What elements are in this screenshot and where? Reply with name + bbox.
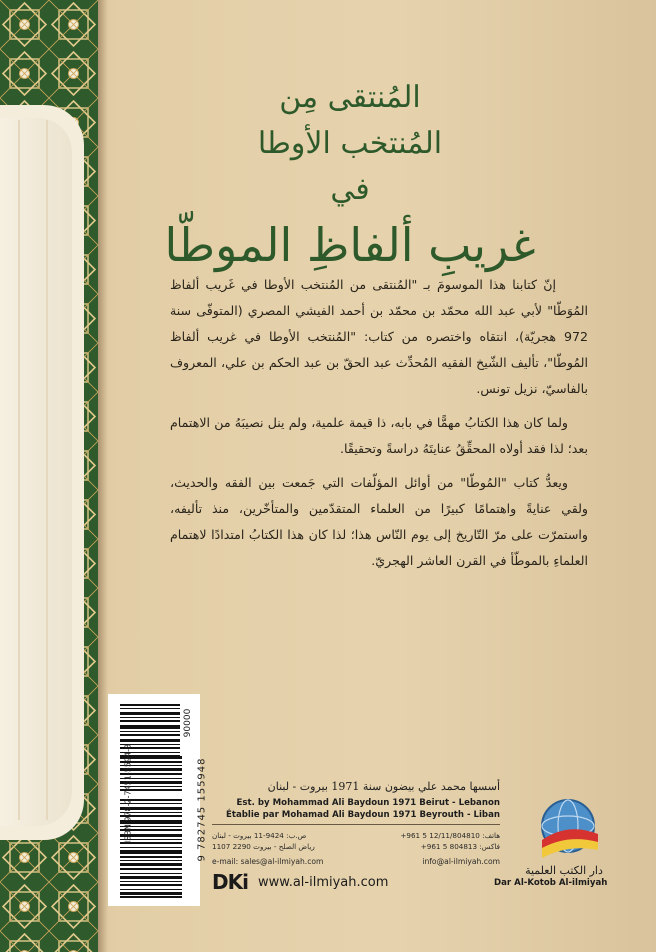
ornament-inner-panel: [0, 118, 72, 826]
publisher-name-en: Dar Al-Kotob Al-ilmiyah: [494, 878, 608, 888]
blurb-paragraph-1: إنّ كتابنا هذا الموسومَ بـ "المُنتقى من المُنتخب الأوطا في غَريب ألفاظ المُوَطّا" لأبي عبد الله محمّد بن محمّد بن أحمد الفيشي المصري (المتوفّى سنة 972 هجريّة)، انتقاه واختصره من كتاب: "المُنتخب الأوطا في غريب ألفاظ المُوطّا"، تأليف الشّيخ الفقيه المُحدِّث عبد الحقّ بن عبد الحكم بن علي، المعروف بالفاسيّ، نزيل تونس.: [170, 277, 588, 396]
publisher-url: www.al-ilmiyah.com: [258, 875, 389, 890]
title-line-3: في: [330, 172, 370, 207]
price-code: 90000: [183, 708, 193, 738]
publisher-globe-logo-icon: [528, 786, 612, 866]
ornament-rule: [18, 120, 20, 820]
book-title: [110, 78, 590, 274]
publisher-founded-fr: Établie par Mohamad Ali Baydoun 1971 Beyrouth - Liban: [225, 810, 500, 820]
ornament-rule: [46, 120, 48, 820]
fax-number: فاكس: 804813 5 961+: [420, 842, 500, 851]
address: رياض الصلح - بيروت 2290 1107: [212, 842, 315, 851]
info-email: info@al-ilmiyah.com: [422, 857, 500, 866]
barcode-number: 9 782745 155948: [196, 757, 208, 862]
publisher-name-ar: دار الكتب العلمية: [525, 864, 603, 877]
publisher-block: [212, 780, 612, 910]
blurb-paragraph-2: ولما كان هذا الكتابُ مهمًّا في بابه، ذا قيمة علمية، ولم ينل نصيبَهُ من الاهتمام بعد؛ لذا فقد أولاه المحقِّقُ عنايتَهُ دراسةً وتحقيقًا.: [170, 415, 588, 456]
title-line-2: المُنتخب الأوطا: [257, 126, 443, 161]
price-code-box: [180, 696, 196, 756]
divider: [212, 824, 500, 825]
title-line-1: المُنتقى مِن: [279, 80, 421, 115]
phone-number: هاتف: 12/11/804810 5 961+: [400, 831, 500, 840]
isbn-text: ISBN 978-2-7451-5594-8: [123, 743, 133, 844]
blurb-paragraph-3: ويعدُّ كتاب "المُوطّا" من أوائل المؤلّفات التي جَمعت بين الفقه والحديث، ولقي عنايةً واهتمامًا كبيرًا من العلماء المتقدّمين والمتأخّرين، منذ تأليفه، واستمرّت على مرّ التّاريخ إلى يوم النّاس هذا؛ لذا كان هذا الكتابُ امتدادًا لاهتمام العلماءِ بالموطّأ في القرن العاشر الهجريّ.: [170, 475, 588, 568]
publisher-founded-en: Est. by Mohammad Ali Baydoun 1971 Beirut - Lebanon: [236, 798, 500, 808]
spine-shadow: [98, 0, 108, 952]
blurb-text: [170, 272, 588, 582]
title-line-4: غريبِ ألفاظِ الموطّا: [164, 218, 536, 272]
publisher-founded-ar: أسسها محمد علي بيضون سنة 1971 بيروت - لبنان: [267, 780, 500, 793]
dki-logo-text: DKi: [212, 870, 248, 894]
sales-email: e-mail: sales@al-ilmiyah.com: [212, 857, 324, 866]
po-box: ص.ب: 9424-11 بيروت - لبنان: [212, 831, 307, 840]
